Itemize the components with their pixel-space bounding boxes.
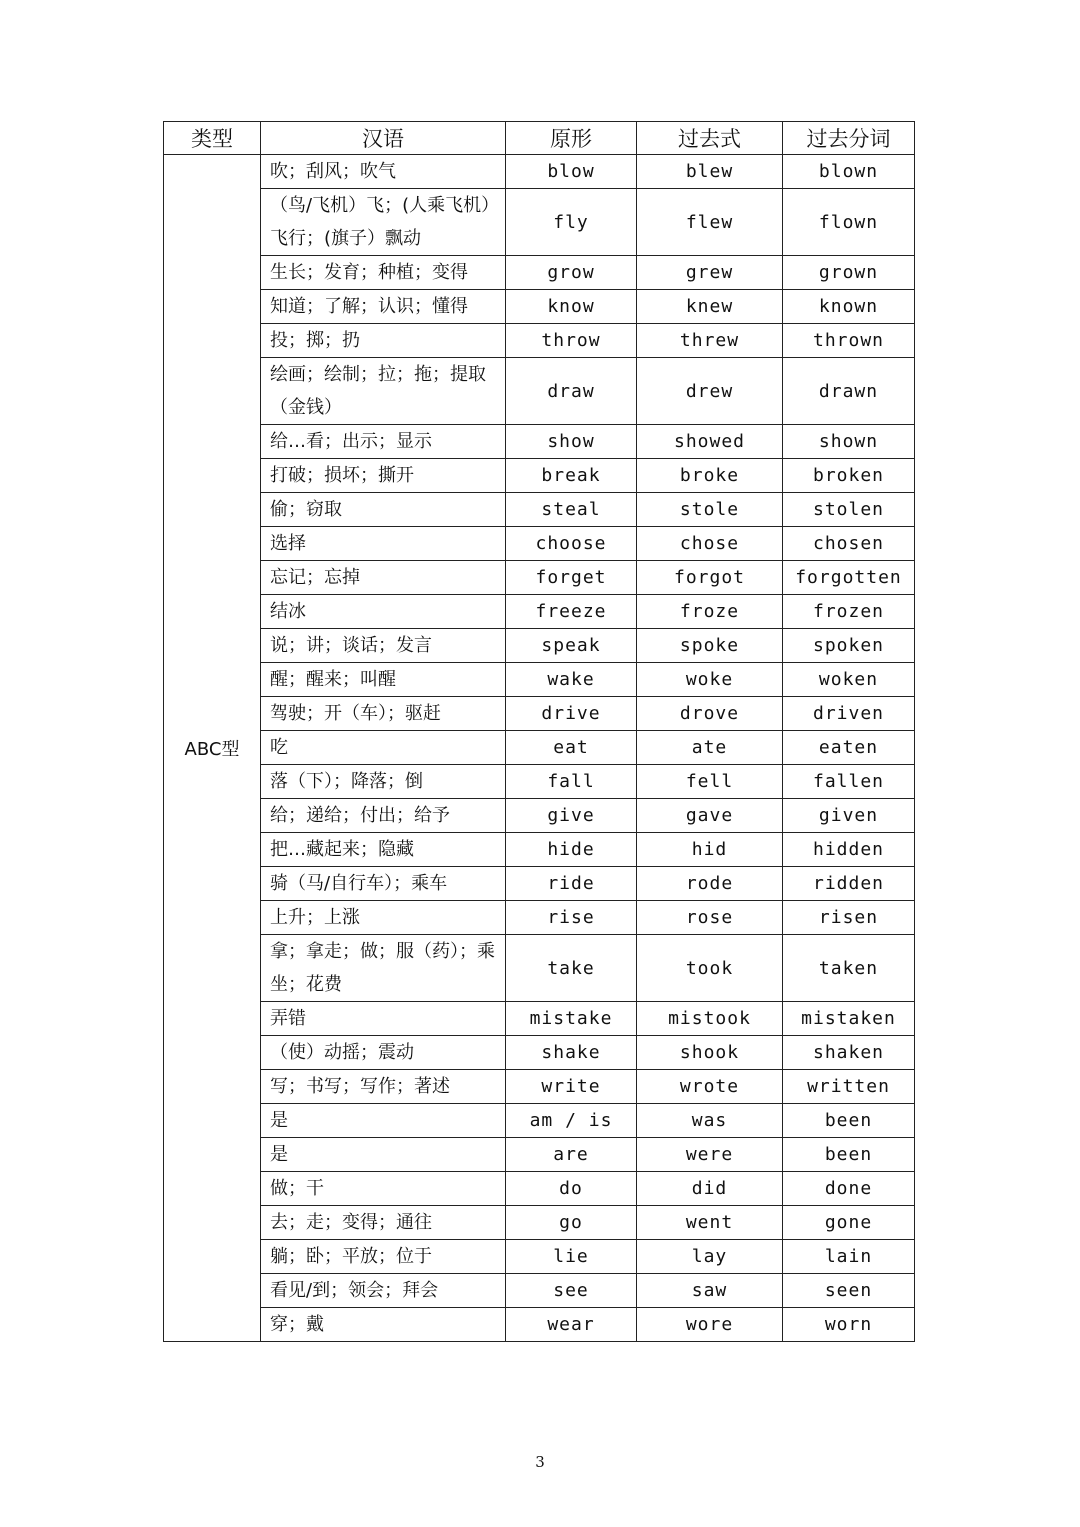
past-tense-cell: forgot — [637, 561, 783, 595]
past-tense-cell: was — [637, 1104, 783, 1138]
base-form-cell: am / is — [506, 1104, 637, 1138]
chinese-meaning-cell: 去；走；变得；通往 — [261, 1206, 506, 1240]
chinese-meaning-cell: 躺；卧；平放；位于 — [261, 1240, 506, 1274]
table-row — [164, 1274, 915, 1308]
chinese-meaning-cell: 把…藏起来；隐藏 — [261, 833, 506, 867]
base-form-cell: see — [506, 1274, 637, 1308]
table-row — [164, 663, 915, 697]
past-participle-cell: thrown — [783, 324, 915, 358]
chinese-meaning-cell: 生长；发育；种植；变得 — [261, 256, 506, 290]
base-form-cell: give — [506, 799, 637, 833]
past-participle-cell: forgotten — [783, 561, 915, 595]
chinese-meaning-cell: 吹；刮风；吹气 — [261, 155, 506, 189]
chinese-meaning-cell: 绘画；绘制；拉；拖；提取（金钱） — [261, 358, 506, 425]
chinese-meaning-cell: 弄错 — [261, 1002, 506, 1036]
past-tense-cell: stole — [637, 493, 783, 527]
table-row — [164, 358, 915, 425]
table-row — [164, 1002, 915, 1036]
base-form-cell: blow — [506, 155, 637, 189]
past-tense-cell: drew — [637, 358, 783, 425]
table-row — [164, 256, 915, 290]
past-tense-cell: flew — [637, 189, 783, 256]
table-row — [164, 1308, 915, 1342]
table-row — [164, 799, 915, 833]
past-participle-cell: worn — [783, 1308, 915, 1342]
header-chinese: 汉语 — [261, 122, 506, 155]
chinese-meaning-cell: （鸟/飞机）飞；(人乘飞机）飞行；(旗子）飘动 — [261, 189, 506, 256]
chinese-meaning-cell: 选择 — [261, 527, 506, 561]
verb-forms-table — [163, 121, 915, 1342]
page-number: 3 — [535, 1453, 545, 1471]
chinese-meaning-cell: 结冰 — [261, 595, 506, 629]
chinese-meaning-cell: 穿；戴 — [261, 1308, 506, 1342]
chinese-meaning-cell: 给；递给；付出；给予 — [261, 799, 506, 833]
base-form-cell: drive — [506, 697, 637, 731]
chinese-meaning-cell: 看见/到；领会；拜会 — [261, 1274, 506, 1308]
base-form-cell: do — [506, 1172, 637, 1206]
base-form-cell: shake — [506, 1036, 637, 1070]
past-participle-cell: eaten — [783, 731, 915, 765]
base-form-cell: speak — [506, 629, 637, 663]
chinese-meaning-cell: （使）动摇；震动 — [261, 1036, 506, 1070]
past-tense-cell: drove — [637, 697, 783, 731]
chinese-meaning-cell: 给…看；出示；显示 — [261, 425, 506, 459]
past-tense-cell: broke — [637, 459, 783, 493]
past-tense-cell: rode — [637, 867, 783, 901]
chinese-meaning-cell: 忘记；忘掉 — [261, 561, 506, 595]
past-tense-cell: did — [637, 1172, 783, 1206]
chinese-meaning-cell: 知道；了解；认识；懂得 — [261, 290, 506, 324]
past-participle-cell: risen — [783, 901, 915, 935]
past-participle-cell: broken — [783, 459, 915, 493]
type-cell: ABC型 — [164, 155, 261, 1342]
past-tense-cell: wrote — [637, 1070, 783, 1104]
chinese-meaning-cell: 骑（马/自行车）；乘车 — [261, 867, 506, 901]
past-participle-cell: flown — [783, 189, 915, 256]
table-row — [164, 1104, 915, 1138]
header-base-form: 原形 — [506, 122, 637, 155]
past-participle-cell: grown — [783, 256, 915, 290]
table-row — [164, 155, 915, 189]
past-tense-cell: hid — [637, 833, 783, 867]
table-row — [164, 629, 915, 663]
table-row — [164, 1240, 915, 1274]
table-row — [164, 425, 915, 459]
table-row — [164, 595, 915, 629]
base-form-cell: choose — [506, 527, 637, 561]
base-form-cell: wear — [506, 1308, 637, 1342]
past-tense-cell: shook — [637, 1036, 783, 1070]
base-form-cell: grow — [506, 256, 637, 290]
table-row — [164, 527, 915, 561]
past-tense-cell: went — [637, 1206, 783, 1240]
base-form-cell: are — [506, 1138, 637, 1172]
base-form-cell: draw — [506, 358, 637, 425]
table-row — [164, 1138, 915, 1172]
past-tense-cell: grew — [637, 256, 783, 290]
base-form-cell: take — [506, 935, 637, 1002]
past-tense-cell: ate — [637, 731, 783, 765]
past-participle-cell: stolen — [783, 493, 915, 527]
chinese-meaning-cell: 打破；损坏；撕开 — [261, 459, 506, 493]
past-participle-cell: chosen — [783, 527, 915, 561]
table-row — [164, 1070, 915, 1104]
past-tense-cell: were — [637, 1138, 783, 1172]
chinese-meaning-cell: 落（下）；降落；倒 — [261, 765, 506, 799]
header-type: 类型 — [164, 122, 261, 155]
past-participle-cell: written — [783, 1070, 915, 1104]
base-form-cell: go — [506, 1206, 637, 1240]
base-form-cell: write — [506, 1070, 637, 1104]
past-participle-cell: known — [783, 290, 915, 324]
chinese-meaning-cell: 投；掷；扔 — [261, 324, 506, 358]
base-form-cell: lie — [506, 1240, 637, 1274]
past-tense-cell: woke — [637, 663, 783, 697]
table-header-row — [164, 122, 915, 155]
chinese-meaning-cell: 是 — [261, 1104, 506, 1138]
base-form-cell: hide — [506, 833, 637, 867]
base-form-cell: break — [506, 459, 637, 493]
past-participle-cell: been — [783, 1138, 915, 1172]
past-participle-cell: drawn — [783, 358, 915, 425]
base-form-cell: steal — [506, 493, 637, 527]
past-participle-cell: been — [783, 1104, 915, 1138]
past-participle-cell: taken — [783, 935, 915, 1002]
past-tense-cell: took — [637, 935, 783, 1002]
base-form-cell: show — [506, 425, 637, 459]
base-form-cell: forget — [506, 561, 637, 595]
past-tense-cell: wore — [637, 1308, 783, 1342]
past-participle-cell: mistaken — [783, 1002, 915, 1036]
header-past-tense: 过去式 — [637, 122, 783, 155]
chinese-meaning-cell: 吃 — [261, 731, 506, 765]
chinese-meaning-cell: 偷；窃取 — [261, 493, 506, 527]
table-row — [164, 493, 915, 527]
base-form-cell: know — [506, 290, 637, 324]
past-participle-cell: given — [783, 799, 915, 833]
past-tense-cell: showed — [637, 425, 783, 459]
base-form-cell: freeze — [506, 595, 637, 629]
past-participle-cell: ridden — [783, 867, 915, 901]
base-form-cell: fly — [506, 189, 637, 256]
table-row — [164, 1206, 915, 1240]
chinese-meaning-cell: 拿；拿走；做；服（药）；乘坐；花费 — [261, 935, 506, 1002]
past-participle-cell: frozen — [783, 595, 915, 629]
past-participle-cell: lain — [783, 1240, 915, 1274]
past-tense-cell: chose — [637, 527, 783, 561]
past-tense-cell: saw — [637, 1274, 783, 1308]
base-form-cell: fall — [506, 765, 637, 799]
past-participle-cell: fallen — [783, 765, 915, 799]
past-tense-cell: knew — [637, 290, 783, 324]
chinese-meaning-cell: 说；讲；谈话；发言 — [261, 629, 506, 663]
past-participle-cell: shaken — [783, 1036, 915, 1070]
base-form-cell: rise — [506, 901, 637, 935]
past-participle-cell: hidden — [783, 833, 915, 867]
table-row — [164, 189, 915, 256]
past-tense-cell: lay — [637, 1240, 783, 1274]
past-participle-cell: seen — [783, 1274, 915, 1308]
past-tense-cell: mistook — [637, 1002, 783, 1036]
table-row — [164, 935, 915, 1002]
table-body — [164, 155, 915, 1342]
past-tense-cell: rose — [637, 901, 783, 935]
past-participle-cell: blown — [783, 155, 915, 189]
table-row — [164, 731, 915, 765]
past-tense-cell: blew — [637, 155, 783, 189]
base-form-cell: ride — [506, 867, 637, 901]
table-row — [164, 765, 915, 799]
base-form-cell: wake — [506, 663, 637, 697]
table-row — [164, 290, 915, 324]
base-form-cell: eat — [506, 731, 637, 765]
past-participle-cell: woken — [783, 663, 915, 697]
table-row — [164, 697, 915, 731]
table-row — [164, 833, 915, 867]
chinese-meaning-cell: 做；干 — [261, 1172, 506, 1206]
table-row — [164, 1036, 915, 1070]
past-tense-cell: gave — [637, 799, 783, 833]
past-participle-cell: spoken — [783, 629, 915, 663]
table-row — [164, 867, 915, 901]
table-row — [164, 324, 915, 358]
chinese-meaning-cell: 醒；醒来；叫醒 — [261, 663, 506, 697]
header-past-participle: 过去分词 — [783, 122, 915, 155]
base-form-cell: mistake — [506, 1002, 637, 1036]
past-tense-cell: fell — [637, 765, 783, 799]
chinese-meaning-cell: 写；书写；写作；著述 — [261, 1070, 506, 1104]
table-row — [164, 901, 915, 935]
base-form-cell: throw — [506, 324, 637, 358]
table-row — [164, 561, 915, 595]
chinese-meaning-cell: 上升；上涨 — [261, 901, 506, 935]
past-tense-cell: spoke — [637, 629, 783, 663]
past-participle-cell: done — [783, 1172, 915, 1206]
chinese-meaning-cell: 驾驶；开（车）；驱赶 — [261, 697, 506, 731]
past-tense-cell: threw — [637, 324, 783, 358]
past-participle-cell: gone — [783, 1206, 915, 1240]
table-row — [164, 459, 915, 493]
past-participle-cell: shown — [783, 425, 915, 459]
table-row — [164, 1172, 915, 1206]
past-tense-cell: froze — [637, 595, 783, 629]
past-participle-cell: driven — [783, 697, 915, 731]
chinese-meaning-cell: 是 — [261, 1138, 506, 1172]
